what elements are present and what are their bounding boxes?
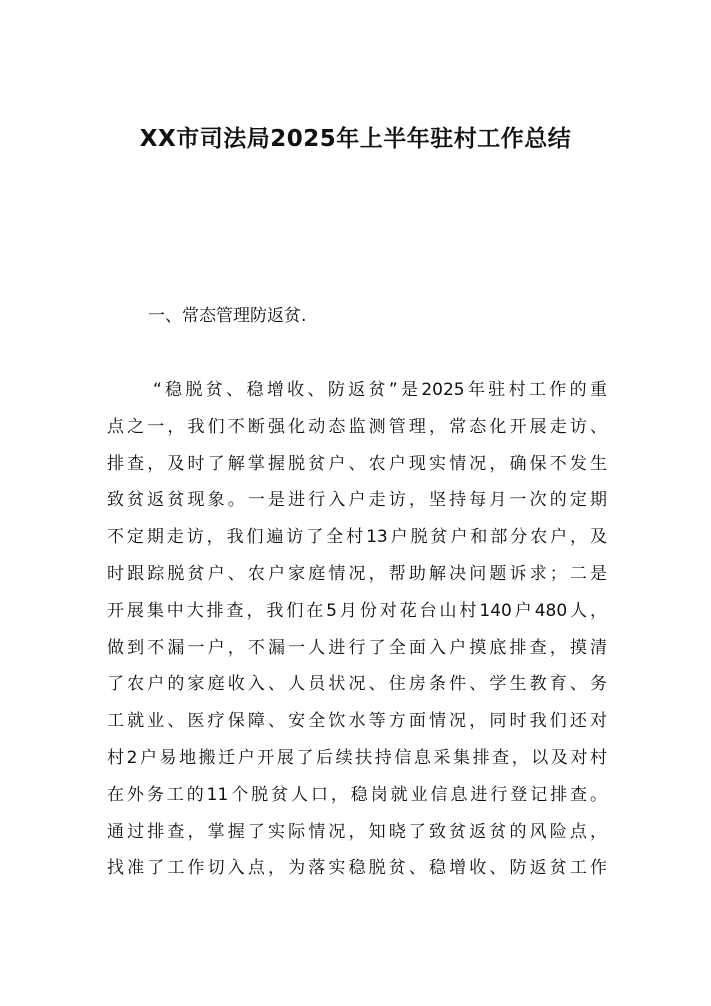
document-title: XX市司法局2025年上半年驻村工作总结	[139, 126, 572, 152]
body-line: 开展集中大排查，我们在5月份对花台山村140户480人，	[107, 600, 607, 621]
body-line: 排查，及时了解掌握脱贫户、农户现实情况，确保不发生	[107, 453, 607, 474]
body-line: 通过排查，掌握了实际情况，知晓了致贫返贫的风险点，	[107, 821, 607, 842]
body-line: 了农户的家庭收入、人员状况、住房条件、学生教育、务	[107, 674, 607, 695]
body-line: 工就业、医疗保障、安全饮水等方面情况，同时我们还对	[107, 711, 607, 732]
body-line: 找准了工作切入点，为落实稳脱贫、稳增收、防返贫工作	[107, 858, 607, 879]
body-line: “稳脱贫、稳增收、防返贫”是2025年驻村工作的重	[153, 380, 607, 400]
body-line: 致贫返贫现象。一是进行入户走访，坚持每月一次的定期	[107, 490, 607, 511]
body-line: 做到不漏一户，不漏一人进行了全面入户摸底排查，摸清	[107, 637, 607, 658]
body-line: 点之一，我们不断强化动态监测管理，常态化开展走访、	[107, 416, 607, 437]
body-line: 在外务工的11个脱贫人口，稳岗就业信息进行登记排查。	[107, 784, 607, 805]
body-line: 村2户易地搬迁户开展了后续扶持信息采集排查，以及对村	[107, 747, 607, 768]
body-line: 时跟踪脱贫户、农户家庭情况，帮助解决问题诉求；二是	[107, 563, 607, 584]
body-paragraph	[107, 372, 607, 887]
body-line: 不定期走访，我们遍访了全村13户脱贫户和部分农户，及	[107, 527, 607, 548]
section-heading: 一、常态管理防返贫.	[148, 306, 307, 326]
